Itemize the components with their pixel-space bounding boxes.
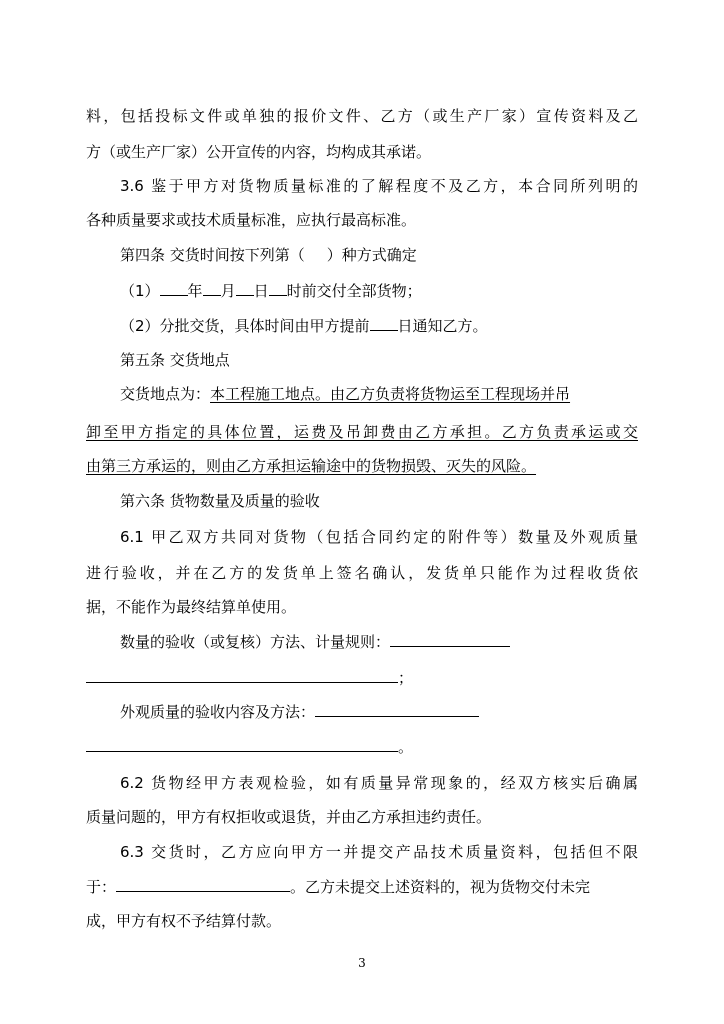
quantity-rule-blank2 <box>86 667 398 683</box>
article4-title <box>120 244 638 266</box>
article6-title: 第六条 货物数量及质量的验收 <box>120 492 320 510</box>
page-number: 3 <box>358 956 366 970</box>
article5-line1 <box>120 383 638 405</box>
option2-suffix: 日通知乙方。 <box>397 317 488 335</box>
article5-line3 <box>86 455 638 477</box>
appearance-blank <box>315 701 479 717</box>
option1-suffix: 时前交付全部货物； <box>286 282 422 300</box>
clause-6-3-line2 <box>86 876 638 898</box>
clause-6-1-line3: 据，不能作为最终结算单使用。 <box>86 598 297 616</box>
month-blank <box>203 280 221 296</box>
clause-6-3-suffix: 。乙方未提交上述资料的，视为货物交付未完 <box>290 878 591 896</box>
article5-line2 <box>86 421 638 443</box>
appearance-blank2 <box>86 736 398 752</box>
delivery-location-text1: 本工程施工地点。由乙方负责将货物运至工程现场并吊 <box>210 385 571 403</box>
article4-option1 <box>120 280 638 302</box>
appearance-line <box>120 701 638 723</box>
appearance-label: 外观质量的验收内容及方法： <box>120 703 316 721</box>
hour-blank <box>269 280 287 296</box>
clause-6-2-line1: 6.2 货物经甲方表观检验，如有质量异常现象的，经双方核实后确属 <box>120 774 638 792</box>
notice-days-blank <box>370 315 398 331</box>
appearance-end: 。 <box>398 738 414 756</box>
delivery-location-text2: 卸至甲方指定的具体位置，运费及吊卸费由乙方承担。乙方负责承运或交 <box>86 423 638 441</box>
technical-docs-blank <box>116 876 290 892</box>
clause3-line2: 方（或生产厂家）公开宣传的内容，均构成其承诺。 <box>86 143 432 161</box>
article5-title: 第五条 交货地点 <box>120 351 230 369</box>
clause3-line1: 料，包括投标文件或单独的报价文件、乙方（或生产厂家）宣传资料及乙 <box>86 107 638 125</box>
quantity-rule-line <box>120 631 638 653</box>
article4-option2 <box>120 315 638 337</box>
clause-3-6-line1: 3.6 鉴于甲方对货物质量标准的了解程度不及乙方，本合同所列明的 <box>120 177 638 195</box>
clause-3-6-line2: 各种质量要求或技术质量标准，应执行最高标准。 <box>86 211 417 229</box>
delivery-location-text3: 由第三方承运的，则由乙方承担运输途中的货物损毁、灭失的风险。 <box>86 457 537 475</box>
article4-title-part1: 第四条 交货时间按下列第（ <box>120 246 305 264</box>
clause-6-1-line2: 进行验收，并在乙方的发货单上签名确认，发货单只能作为过程收货依 <box>86 564 638 582</box>
option1-number: （1） <box>120 282 160 300</box>
year-label: 年 <box>187 282 203 300</box>
option2-text: （2）分批交货，具体时间由甲方提前 <box>120 317 370 335</box>
clause-6-3-prefix: 于： <box>86 878 117 896</box>
quantity-rule-label: 数量的验收（或复核）方法、计量规则： <box>120 633 391 651</box>
quantity-rule-blank <box>390 631 510 647</box>
delivery-location-label: 交货地点为： <box>120 385 211 403</box>
clause-6-2-line2: 质量问题的，甲方有权拒收或退货，并由乙方承担违约责任。 <box>86 808 492 826</box>
day-blank <box>236 280 254 296</box>
clause-6-1-line1: 6.1 甲乙双方共同对货物（包括合同约定的附件等）数量及外观质量 <box>120 528 638 546</box>
article4-title-part2: ）种方式确定 <box>326 246 417 264</box>
appearance-continuation <box>86 736 638 758</box>
day-label: 日 <box>253 282 269 300</box>
month-label: 月 <box>220 282 236 300</box>
clause-6-3-line3: 成，甲方有权不予结算付款。 <box>86 912 282 930</box>
quantity-rule-continuation <box>86 667 638 689</box>
quantity-rule-end: ； <box>398 669 414 687</box>
year-blank <box>160 280 188 296</box>
clause-6-3-line1: 6.3 交货时，乙方应向甲方一并提交产品技术质量资料，包括但不限 <box>120 843 638 861</box>
